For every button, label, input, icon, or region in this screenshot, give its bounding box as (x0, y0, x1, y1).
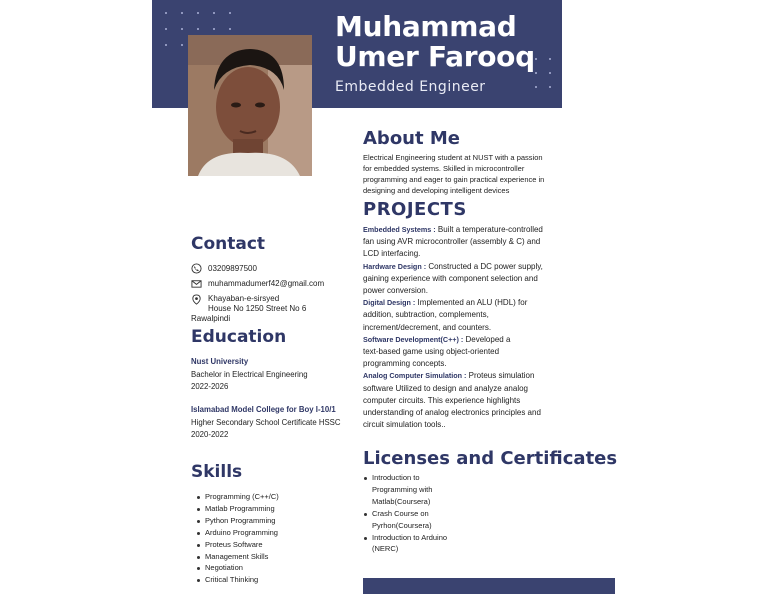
contact-phone (191, 263, 257, 275)
degree-name: Higher Secondary School Certificate HSSC (191, 417, 341, 427)
project-item (363, 297, 568, 334)
certificate-item (364, 472, 464, 508)
candidate-name (335, 12, 560, 72)
project-item (363, 334, 568, 371)
project-line: text-based game using object-oriented (363, 347, 500, 357)
project-line: gaining experience with component selection and (363, 273, 538, 283)
project-line: Implemented an ALU (HDL) for (415, 298, 528, 308)
projects-list (363, 224, 568, 431)
email-address: muhammadumerf42@gmail.com (208, 279, 325, 288)
project-item (363, 370, 568, 431)
certificate-item (364, 532, 464, 556)
about-line: for embedded systems. Skilled in microcontroller (363, 164, 525, 173)
project-line: Proteus simulation (466, 371, 535, 381)
project-title: Hardware Design : (363, 261, 427, 271)
name-line-1: Muhammad (335, 10, 517, 43)
project-title: Analog Computer Simulation : (363, 371, 467, 381)
education-entry (191, 404, 341, 442)
institution-name: Islamabad Model College for Boy I-10/1 (191, 405, 336, 414)
certificate-line: Crash Course on (372, 508, 429, 518)
skills-list (197, 491, 279, 586)
address-line: House No 1250 Street No 6 (208, 304, 307, 313)
education-heading: Education (191, 327, 287, 347)
project-line: LCD interfacing. (363, 249, 421, 259)
study-years: 2020-2022 (191, 430, 229, 439)
skill-item: Programming (C++/C) (197, 491, 279, 503)
skill-item: Arduino Programming (197, 527, 279, 539)
degree-name: Bachelor in Electrical Engineering (191, 369, 308, 379)
project-line: Built a temperature-controlled (435, 225, 543, 234)
about-heading: About Me (363, 128, 460, 149)
address-line: Rawalpindi (191, 314, 231, 323)
institution-name: Nust University (191, 357, 249, 366)
certificate-line: Programming with (372, 484, 433, 494)
phone-number: 03209897500 (208, 264, 257, 273)
skill-item: Python Programming (197, 515, 279, 527)
contact-address (191, 294, 306, 324)
portrait-illustration (188, 35, 312, 176)
certificate-line: Matlab(Coursera) (372, 496, 431, 506)
certificate-item (364, 508, 464, 532)
project-title: Embedded Systems : (363, 225, 436, 234)
skill-item: Negotiation (197, 562, 279, 574)
skill-item: Critical Thinking (197, 574, 279, 586)
about-line: designing and developing intelligent devices (363, 186, 510, 195)
project-title: Software Development(C++) : (363, 334, 464, 344)
certificates-list (364, 472, 464, 555)
phone-icon (191, 263, 202, 274)
projects-heading: PROJECTS (363, 199, 467, 220)
project-line: Developed a (463, 334, 511, 344)
job-title: Embedded Engineer (335, 79, 486, 95)
project-line: programming concepts. (363, 359, 447, 369)
skills-heading: Skills (191, 462, 243, 482)
certificate-line: Pyrhon(Coursera) (372, 520, 432, 530)
project-line: computer circuits. This experience highlights (363, 395, 521, 405)
project-line: fan using AVR microcontroller (assembly & C) and (363, 237, 541, 247)
project-line: increment/decrement, and counters. (363, 322, 492, 332)
project-item (363, 261, 568, 298)
project-line: Constructed a DC power supply, (426, 261, 543, 271)
profile-photo (188, 35, 312, 176)
project-line: software Utilized to design and analyze analog (363, 383, 528, 393)
contact-heading: Contact (191, 234, 266, 254)
location-pin-icon (191, 294, 202, 305)
about-text (363, 152, 563, 196)
certificate-line: (NERC) (372, 544, 399, 554)
project-line: power conversion. (363, 286, 428, 296)
about-line: Electrical Engineering student at NUST with a passion (363, 153, 543, 162)
email-icon (191, 278, 202, 289)
study-years: 2022-2026 (191, 382, 229, 391)
skill-item: Matlab Programming (197, 503, 279, 515)
education-entry (191, 356, 308, 394)
certificate-line: Introduction to (372, 473, 420, 482)
contact-email (191, 278, 324, 290)
project-title: Digital Design : (363, 298, 416, 308)
name-line-2: Umer Farooq (335, 40, 535, 73)
about-line: programming and eager to gain practical experience in (363, 175, 545, 184)
certificate-line: Introduction to Arduino (372, 532, 448, 542)
address-line: Khayaban-e-sirsyed (208, 294, 280, 303)
project-item (363, 224, 568, 261)
project-line: addition, subtraction, complements, (363, 310, 489, 320)
footer-bar (363, 578, 615, 594)
skill-item: Proteus Software (197, 539, 279, 551)
project-line: circuit simulation tools.. (363, 420, 446, 430)
certificates-heading: Licenses and Certificates (363, 448, 618, 469)
project-line: understanding of analog electronics principles and (363, 408, 541, 418)
skill-item: Management Skills (197, 551, 279, 563)
